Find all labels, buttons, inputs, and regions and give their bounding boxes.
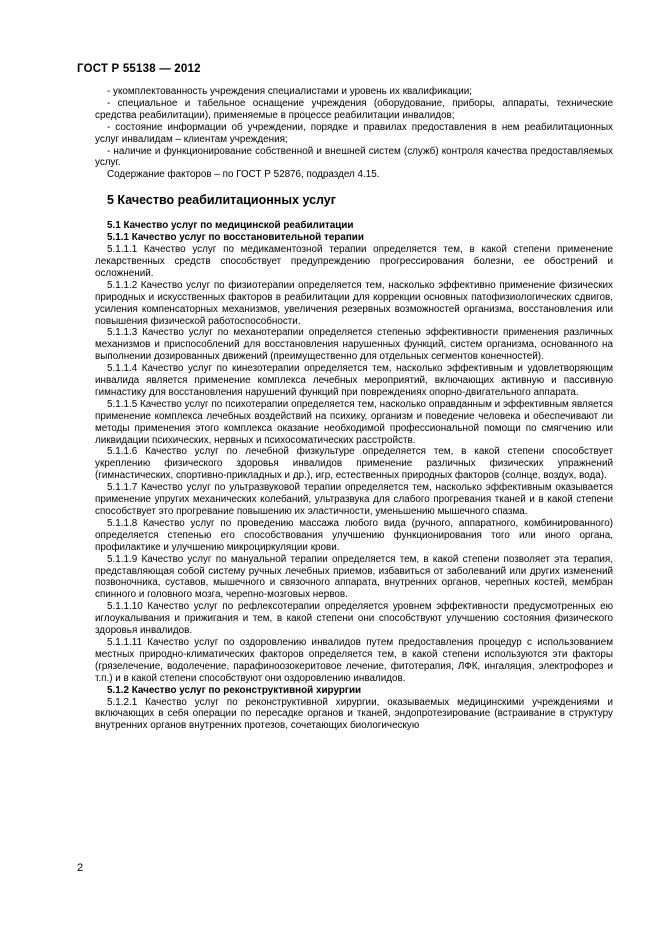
subsection-heading: 5.1 Качество услуг по медицинской реабилитации [107,220,354,232]
clause-paragraph: 5.1.1.1 Качество услуг по медикаментозной терапии определяется тем, в какой степени применение лекарственных средств способствует предупреждению прогрессирования болезни, ее обострений и осложнений. [95,244,613,279]
page-header: ГОСТ Р 55138 — 2012 [77,63,201,75]
subsection-heading: 5.1.1 Качество услуг по восстановительной терапии [107,232,364,244]
clause-paragraph: 5.1.1.3 Качество услуг по механотерапии определяется степенью эффективности применения различных механизмов и приспособлений для восстановления нарушенных функций, систем организма, основанного на выполнении дозированных движений (преимущественно для отдельных сегментов конечностей). [95,327,613,363]
clause-paragraph: 5.1.1.5 Качество услуг по психотерапии определяется тем, насколько оправданным и эффективным является применение комплекса лечебных воздействий на психику, организм и поведение человека и обеспечивают ли методы применения этого комплекса оказание необходимой профессиональной помощи по смягчению или ликвидации психических, нервных и психосоматических расстройств. [95,398,613,446]
intro-note: Содержание факторов – по ГОСТ Р 52876, подраздел 4.15. [107,169,380,181]
intro-list-item: - наличие и функционирование собственной и внешней систем (служб) контроля качества предоставляемых услуг. [95,145,613,169]
intro-list-item: - укомплектованность учреждения специалистами и уровень их квалификации; [107,86,473,97]
subsection-heading: 5.1.2 Качество услуг по реконструктивной хирургии [107,684,362,696]
section-heading: 5 Качество реабилитационных услуг [107,193,336,208]
clause-paragraph: 5.1.1.9 Качество услуг по мануальной терапии определяется тем, в какой степени позволяет эта терапия, представляющая собой систему ручных лечебных приемов, избавиться от заболеваний или других изменений позвоночника, суставов, мышечного и связочного аппарата, внутренних органов, черепных костей, мембран спинного и головного мозга, черепно-мозговых нервов. [95,553,613,601]
clause-paragraph: 5.1.1.6 Качество услуг по лечебной физкультуре определяется тем, в какой степени способствует укреплению физического здоровья инвалидов применение различных физических упражнений (гимнастических, спортивно-прикладных и др.), игр, естественных природных факторов (солнце, воздух, вода). [95,446,613,482]
clause-paragraph: 5.1.1.10 Качество услуг по рефлексотерапии определяется уровнем эффективности предусмотренных ею иглоукалывания и прижигания и тем, в какой степени они способствуют улучшению состояния физического здоровья инвалидов. [95,601,613,637]
intro-list-item: - специальное и табельное оснащение учреждения (оборудование, приборы, аппараты, технические средства реабилитации), применяемые в процессе реабилитации инвалидов; [95,97,613,121]
clause-paragraph: 5.1.1.4 Качество услуг по кинезотерапии определяется тем, насколько эффективным и удовлетворяющим инвалида является применение комплекса лечебных мероприятий, включающих активную и пассивную гимнастику для восстановления нарушений функций при повреждениях опорно-двигательного аппарата. [95,363,613,398]
intro-list-item: - состояние информации об учреждении, порядке и правилах предоставления в нем реабилитационных услуг инвалидам – клиентам учреждения; [95,121,613,145]
clause-paragraph: 5.1.1.7 Качество услуг по ультразвуковой терапии определяется тем, насколько эффективным оказывается применение упругих механических колебаний, ультразвука для слабого прогревания тканей и в какой степени способствует это прогревание повышению их эластичности, уменьшению мышечного спазма. [95,482,613,517]
page-body [95,86,613,732]
clause-paragraph: 5.1.2.1 Качество услуг по реконструктивной хирургии, оказываемых медицинскими учреждениями и включающих в себя операции по пересадке органов и тканей, эндопротезирование (встраивание в структуру внутренних органов внутренних протезов, сочетающих биологическую [95,696,613,732]
clause-paragraph: 5.1.1.11 Качество услуг по оздоровлению инвалидов путем предоставления процедур с использованием местных природно-климатических факторов определяется тем, в какой степени используются эти факторы (грязелечение, водолечение, парафиноозокеритовое лечение, фитотерапия, ЛФК, ингаляция, электрофорез и т.п.) и в какой степени способствуют они оздоровлению инвалидов. [95,636,613,684]
page-number: 2 [77,862,84,874]
clause-paragraph: 5.1.1.2 Качество услуг по физиотерапии определяется тем, насколько эффективно применение физических природных и искусственных факторов в реабилитации для коррекции основных патофизиологических сдвигов, усиления компенсаторных механизмов, увеличения резервных возможностей организма, восстановления или повышения физической работоспособности. [95,279,613,327]
clause-paragraph: 5.1.1.8 Качество услуг по проведению массажа любого вида (ручного, аппаратного, комбинированного) определяется степенью его способствования улучшению функционирования того или иного органа, профилактике и улучшению микроциркуляции крови. [95,517,613,553]
